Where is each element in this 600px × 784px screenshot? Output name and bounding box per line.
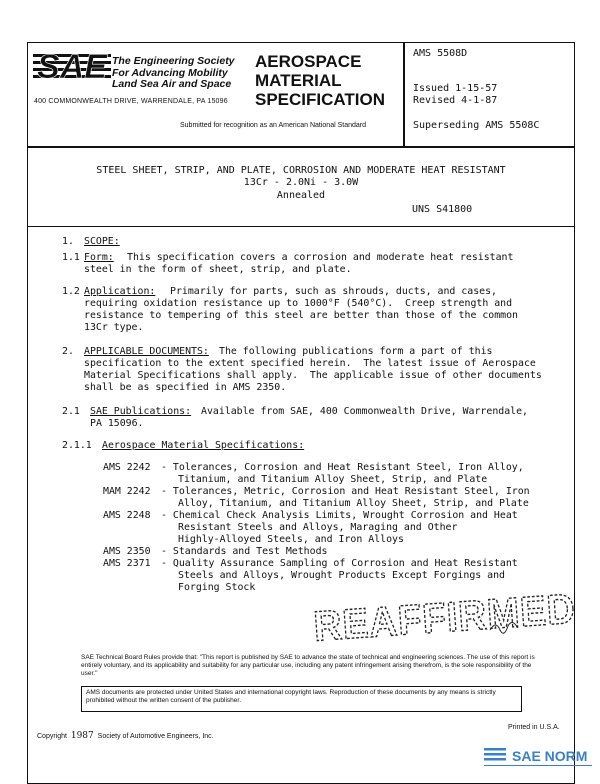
paragraph-line: steel in the form of sheet, strip, and plate. [84,264,352,275]
header-column-divider [403,42,405,146]
ams-number: AMS 5508D [413,48,468,59]
reference-text: Steels and Alloys, Wrought Products Except Forgings and [178,570,505,581]
paragraph-line: requiring oxidation resistance up to 1000°F (540°C). Creep strength and [84,298,513,309]
copyright-line [37,731,214,741]
paragraph-line: shall be as specified in AMS 2350. [84,382,287,393]
reference-text: - Tolerances, Metric, Corrosion and Heat Resistant Steel, Iron [161,486,530,497]
reference-code: AMS 2371 [103,558,151,569]
reference-text: - Quality Assurance Sampling of Corrosion and Heat Resistant [161,558,518,569]
sae-logo-text: SAE [37,48,107,86]
reference-code: AMS 2242 [103,462,151,473]
reference-text: - Tolerances, Corrosion and Heat Resistant Steel, Iron Alloy, [161,462,524,473]
section-heading: SCOPE: [84,236,120,247]
reaffirmed-stamp [312,584,578,651]
recognition-note: Submitted for recognition as an American National Standard [180,122,366,129]
paragraph-line: Material Specifications shall apply. The applicable issue of other documents [84,370,542,381]
spec-title: STEEL SHEET, STRIP, AND PLATE, CORROSION AND MODERATE HEAT RESISTANT [96,165,506,176]
section-number: 2.1 [62,406,80,417]
section-heading: Form: [84,252,114,263]
copyright-prefix: Copyright [37,733,67,740]
board-policy-note: SAE Technical Board Rules provide that: "This report is published by SAE to advance the state of technical and engineering sciences. The use of this report is entirely voluntary, and its applicability and suitability for any particular use, including any patent infringement arising therefrom, is the sole responsibility of the user." [81,654,535,678]
paragraph-line: PA 15096. [90,418,144,429]
section-number: 1. [62,236,74,247]
section-heading: SAE Publications: [90,406,192,417]
uns-number: UNS S41800 [412,204,473,215]
reference-text: Alloy, Titanium, and Titanium Alloy Sheet, Strip, and Plate [178,498,529,509]
reference-text: Resistant Steels and Alloys, Maraging and Other [178,522,458,533]
reference-text: - Chemical Check Analysis Limits, Wrought Corrosion and Heat [161,510,518,521]
spec-condition: Annealed [276,190,326,201]
paragraph-line: resistance to tempering of this steel are better than those of the common [84,310,519,321]
paragraph-line: The following publications form a part of this [219,346,493,357]
superseding-note: Superseding AMS 5508C [413,120,540,131]
section-number: 2.1.1 [62,440,92,451]
spec-composition: 13Cr - 2.0Ni - 3.0W [243,177,359,188]
stamp-text: REAFFIRMED [312,584,578,651]
paragraph-line: This specification covers a corrosion and moderate heat resistant [127,252,514,263]
society-tagline: The Engineering Society For Advancing Mobility Land Sea Air and Space [112,55,235,90]
header-divider [27,146,575,148]
paragraph-line: Primarily for parts, such as shrouds, ducts, and cases, [170,286,497,297]
reference-text: Highly-Alloyed Steels, and Iron Alloys [178,534,404,545]
society-address: 400 COMMONWEALTH DRIVE, WARRENDALE, PA 15096 [34,98,228,105]
copyright-notice-box: AMS documents are protected under United States and international copyright laws. Reproduction of these documents by any means is strictly prohibited without the written consent of the publisher. [81,686,522,712]
copyright-year: 1987 [70,731,94,741]
revised-date: Revised 4-1-87 [413,95,498,106]
section-heading: APPLICABLE DOCUMENTS: [84,346,209,357]
watermark-text: SAE NORM [512,748,588,764]
paragraph-line: Available from SAE, 400 Commonwealth Drive, Warrendale, [201,406,528,417]
reference-code: MAM 2242 [103,486,151,497]
reference-code: AMS 2350 [103,546,151,557]
copyright-owner: Society of Automotive Engineers, Inc. [97,733,214,740]
paragraph-line: 13Cr type. [84,322,144,333]
printed-in: Printed in U.S.A. [508,724,560,731]
document-type: AEROSPACE MATERIAL SPECIFICATION [255,52,386,109]
reference-code: AMS 2248 [103,510,151,521]
reference-text: - Standards and Test Methods [161,546,328,557]
sae-logo [33,48,111,86]
section-number: 1.1 [62,252,80,263]
issued-date: Issued 1-15-57 [413,83,498,94]
section-number: 2. [62,346,74,357]
reference-text: Forging Stock [178,582,256,593]
reference-text: Titanium, and Titanium Alloy Sheet, Strip, and Plate [178,474,488,485]
section-number: 1.2 [62,286,80,297]
sae-norm-watermark [482,742,594,770]
title-divider [27,226,575,227]
paragraph-line: specification to the extent specified herein. The latest issue of Aerospace [84,358,536,369]
section-heading: Aerospace Material Specifications: [102,440,305,451]
section-heading: Application: [84,286,156,297]
